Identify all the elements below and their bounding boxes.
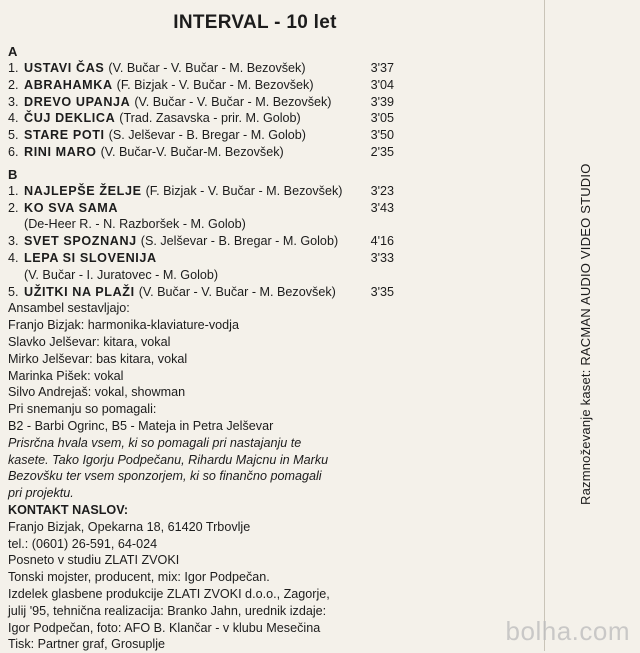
ensemble-heading: Ansambel sestavljajo: — [8, 301, 130, 316]
track-credits: (S. Jelševar - B. Bregar - M. Golob) — [108, 128, 306, 143]
duplication-credit: Razmnoževanje kaset: RACMAN AUDIO VIDEO STUDIO — [578, 163, 593, 505]
track-number: 1. — [8, 61, 19, 75]
track-number: 4. — [8, 111, 19, 126]
ensemble-members — [8, 317, 394, 401]
production-line: julij '95, tehnična realizacija: Branko Jahn, urednik izdaje: — [8, 603, 327, 618]
track-row — [8, 144, 394, 161]
track-title: ČUJ DEKLICA — [24, 111, 116, 126]
track-duration: 3'04 — [370, 77, 394, 92]
thanks-line: pri projektu. — [8, 486, 74, 501]
side-b-label: B — [8, 166, 18, 182]
track-duration: 3'43 — [370, 200, 394, 215]
fold-line — [544, 0, 545, 651]
contact-phone: tel.: (0601) 26-591, 64-024 — [8, 536, 158, 551]
track-credits: (V. Bučar - V. Bučar - M. Bezovšek) — [138, 284, 336, 299]
track-row — [8, 60, 394, 77]
track-credits-line: (De-Heer R. - N. Razboršek - M. Golob) — [24, 217, 246, 232]
track-title: USTAVI ČAS — [24, 61, 105, 75]
side-a-label: A — [8, 44, 18, 59]
production-line: Posneto v studiu ZLATI ZVOKI — [8, 553, 180, 568]
track-duration: 3'33 — [370, 250, 394, 265]
track-number: 3. — [8, 94, 19, 109]
track-row — [8, 77, 394, 94]
liner-notes — [8, 44, 394, 653]
ensemble-member: Slavko Jelševar: kitara, vokal — [8, 334, 171, 349]
track-duration: 4'16 — [370, 234, 394, 249]
track-row — [8, 250, 394, 267]
contact-heading: KONTAKT NASLOV: — [8, 502, 129, 517]
thanks-line: Prisrčna hvala vsem, ki so pomagali pri nastajanju te — [8, 435, 302, 450]
track-title: ABRAHAMKA — [24, 77, 113, 92]
ensemble-member: Silvo Andrejaš: vokal, showman — [8, 385, 186, 400]
track-title: SVET SPOZNANJ — [24, 234, 137, 249]
helpers-heading: Pri snemanju so pomagali: — [8, 402, 157, 417]
track-duration: 3'39 — [370, 94, 394, 109]
track-title: NAJLEPŠE ŽELJE — [24, 183, 142, 198]
track-duration: 3'37 — [370, 61, 394, 75]
track-duration: 3'50 — [370, 128, 394, 143]
track-row — [8, 200, 394, 217]
track-duration: 3'05 — [370, 111, 394, 126]
track-number: 5. — [8, 284, 19, 299]
thanks-line: kasete. Tako Igorju Podpečanu, Rihardu Majcnu in Marku — [8, 452, 329, 467]
track-credits: (V. Bučar - V. Bučar - M. Bezovšek) — [108, 61, 306, 75]
track-number: 2. — [8, 200, 19, 215]
production-credits — [8, 552, 394, 653]
track-credits: (F. Bizjak - V. Bučar - M. Bezovšek) — [145, 183, 343, 198]
track-duration: 3'35 — [370, 284, 394, 299]
side-b-tracklist — [8, 183, 394, 301]
ensemble-member: Franjo Bizjak: harmonika-klaviature-vodja — [8, 318, 239, 333]
track-title: KO SVA SAMA — [24, 200, 119, 215]
track-row — [8, 183, 394, 200]
track-number: 2. — [8, 77, 19, 92]
track-row — [8, 233, 394, 250]
track-credits: (F. Bizjak - V. Bučar - M. Bezovšek) — [116, 77, 314, 92]
side-a-tracklist — [8, 60, 394, 161]
track-credits: (S. Jelševar - B. Bregar - M. Golob) — [140, 234, 339, 249]
production-line: Tisk: Partner graf, Grosuplje — [8, 637, 166, 652]
track-title: RINI MARO — [24, 144, 97, 159]
track-number: 3. — [8, 234, 19, 249]
track-number: 1. — [8, 183, 19, 198]
track-row — [8, 284, 394, 301]
track-row — [8, 110, 394, 127]
track-duration: 2'35 — [370, 144, 394, 159]
track-number: 6. — [8, 144, 19, 159]
track-credits: (Trad. Zasavska - prir. M. Golob) — [119, 111, 301, 126]
track-number: 4. — [8, 250, 19, 265]
album-title: INTERVAL - 10 let — [173, 12, 337, 33]
track-number: 5. — [8, 128, 19, 143]
production-line: Tonski mojster, producent, mix: Igor Podpečan. — [8, 570, 270, 585]
contact-address: Franjo Bizjak, Opekarna 18, 61420 Trbovlje — [8, 519, 251, 534]
track-row — [8, 127, 394, 144]
track-duration: 3'23 — [370, 183, 394, 198]
production-line: Igor Podpečan, foto: AFO B. Klančar - v klubu Mesečina — [8, 620, 321, 635]
track-title: STARE POTI — [24, 128, 105, 143]
ensemble-member: Marinka Pišek: vokal — [8, 368, 124, 383]
thanks-line: Bezovšku ter vsem sponzorjem, ki so finančno pomagali — [8, 469, 322, 484]
track-credits-line: (V. Bučar - I. Juratovec - M. Golob) — [24, 267, 219, 282]
track-credits: (V. Bučar-V. Bučar-M. Bezovšek) — [100, 144, 284, 159]
ensemble-member: Mirko Jelševar: bas kitara, vokal — [8, 351, 188, 366]
thanks-text — [8, 435, 394, 502]
production-line: Izdelek glasbene produkcije ZLATI ZVOKI d.o.o., Zagorje, — [8, 586, 330, 601]
track-title: LEPA SI SLOVENIJA — [24, 250, 157, 265]
track-title: DREVO UPANJA — [24, 94, 131, 109]
helpers-text: B2 - Barbi Ogrinc, B5 - Mateja in Petra Jelševar — [8, 418, 274, 433]
track-credits: (V. Bučar - V. Bučar - M. Bezovšek) — [134, 94, 332, 109]
track-title: UŽITKI NA PLAŽI — [24, 284, 135, 299]
track-row — [8, 94, 394, 111]
watermark: bolha.com — [505, 616, 630, 646]
